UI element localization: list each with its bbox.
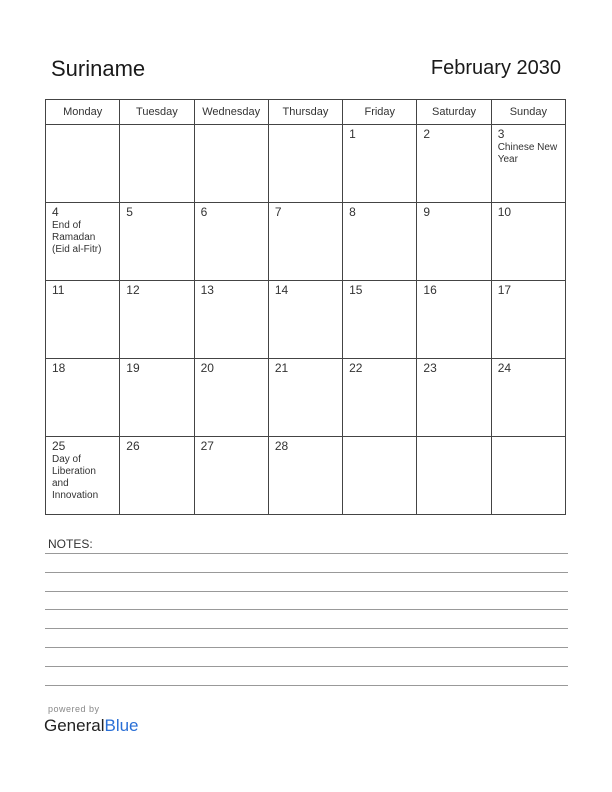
day-number: 17 xyxy=(497,283,512,297)
day-number: 13 xyxy=(200,283,214,297)
note-line xyxy=(45,685,568,686)
note-line xyxy=(45,647,568,648)
day-number: 16 xyxy=(423,283,437,297)
day-number: 6 xyxy=(200,205,208,219)
day-number: 4 xyxy=(52,205,59,219)
day-number: 27 xyxy=(200,439,214,453)
day-number: 18 xyxy=(52,361,66,375)
day-number: 15 xyxy=(349,283,363,297)
calendar-day-cell xyxy=(120,437,194,515)
note-line xyxy=(45,591,568,592)
holiday-label: End of Ramadan (Eid al-Fitr) xyxy=(52,220,102,255)
calendar-day-cell xyxy=(417,437,491,515)
note-line xyxy=(45,666,568,667)
day-number: 25 xyxy=(52,439,66,453)
calendar-day-cell xyxy=(343,437,417,515)
weekday-header: Monday xyxy=(46,100,120,125)
brand-logo xyxy=(44,716,139,736)
calendar-grid xyxy=(45,99,566,515)
month-year-title: February 2030 xyxy=(430,57,561,79)
calendar-day-cell xyxy=(46,437,120,515)
holiday-label: Chinese New Year xyxy=(497,142,558,165)
day-number: 11 xyxy=(52,283,65,297)
weekday-header: Tuesday xyxy=(120,100,194,125)
weekday-header: Thursday xyxy=(268,100,342,125)
calendar-day-cell xyxy=(194,437,268,515)
calendar-day-cell xyxy=(491,437,565,515)
calendar-day-cell xyxy=(417,281,491,359)
day-number: 3 xyxy=(497,127,505,141)
calendar-day-cell xyxy=(46,125,120,203)
day-number: 28 xyxy=(274,439,289,453)
note-line xyxy=(45,553,568,554)
day-number: 22 xyxy=(349,361,363,375)
calendar-day-cell xyxy=(491,203,565,281)
calendar-day-cell xyxy=(120,281,194,359)
day-number: 9 xyxy=(423,205,431,219)
weekday-header: Sunday xyxy=(491,100,565,125)
calendar-day-cell xyxy=(194,281,268,359)
calendar-day-cell xyxy=(343,359,417,437)
weekday-header: Saturday xyxy=(417,100,491,125)
day-number: 1 xyxy=(349,127,356,141)
calendar-day-cell xyxy=(46,203,120,281)
holiday-label: Day of Liberation and Innovation xyxy=(52,454,99,501)
weekday-header: Wednesday xyxy=(194,100,268,125)
day-number: 7 xyxy=(274,205,282,219)
weekday-header-row xyxy=(46,100,566,125)
calendar-day-cell xyxy=(491,359,565,437)
day-number: 21 xyxy=(274,361,289,375)
calendar-day-cell xyxy=(268,125,342,203)
calendar-week-row xyxy=(46,125,566,203)
calendar-day-cell xyxy=(417,359,491,437)
calendar-day-cell xyxy=(194,203,268,281)
powered-by-label: powered by xyxy=(48,704,100,714)
calendar-day-cell xyxy=(120,359,194,437)
calendar-day-cell xyxy=(491,125,565,203)
day-number: 23 xyxy=(423,361,437,375)
calendar-week-row xyxy=(46,203,566,281)
day-number: 2 xyxy=(423,127,431,141)
calendar-day-cell xyxy=(268,281,342,359)
calendar-week-row xyxy=(46,281,566,359)
day-number: 14 xyxy=(274,283,289,297)
day-number: 5 xyxy=(126,205,133,219)
calendar-day-cell xyxy=(120,125,194,203)
calendar-week-row xyxy=(46,359,566,437)
calendar-day-cell xyxy=(120,203,194,281)
calendar-day-cell xyxy=(343,203,417,281)
calendar-day-cell xyxy=(268,359,342,437)
calendar-day-cell xyxy=(491,281,565,359)
calendar-day-cell xyxy=(417,125,491,203)
calendar-day-cell xyxy=(194,125,268,203)
day-number: 20 xyxy=(200,361,214,375)
note-line xyxy=(45,572,568,573)
day-number: 10 xyxy=(497,205,512,219)
calendar-day-cell xyxy=(268,203,342,281)
note-line xyxy=(45,609,568,610)
weekday-header: Friday xyxy=(343,100,417,125)
brand-general: General xyxy=(44,716,105,735)
calendar-day-cell xyxy=(417,203,491,281)
day-number: 26 xyxy=(126,439,140,453)
brand-blue: Blue xyxy=(104,716,139,735)
country-title: Suriname xyxy=(51,56,146,81)
day-number: 19 xyxy=(126,361,140,375)
day-number: 12 xyxy=(126,283,140,297)
calendar-day-cell xyxy=(343,281,417,359)
day-number: 8 xyxy=(349,205,356,219)
calendar-day-cell xyxy=(194,359,268,437)
notes-label: NOTES: xyxy=(48,537,93,551)
day-number: 24 xyxy=(497,361,512,375)
note-line xyxy=(45,628,568,629)
calendar-day-cell xyxy=(343,125,417,203)
calendar-day-cell xyxy=(268,437,342,515)
calendar-week-row xyxy=(46,437,566,515)
calendar-day-cell xyxy=(46,359,120,437)
calendar-day-cell xyxy=(46,281,120,359)
